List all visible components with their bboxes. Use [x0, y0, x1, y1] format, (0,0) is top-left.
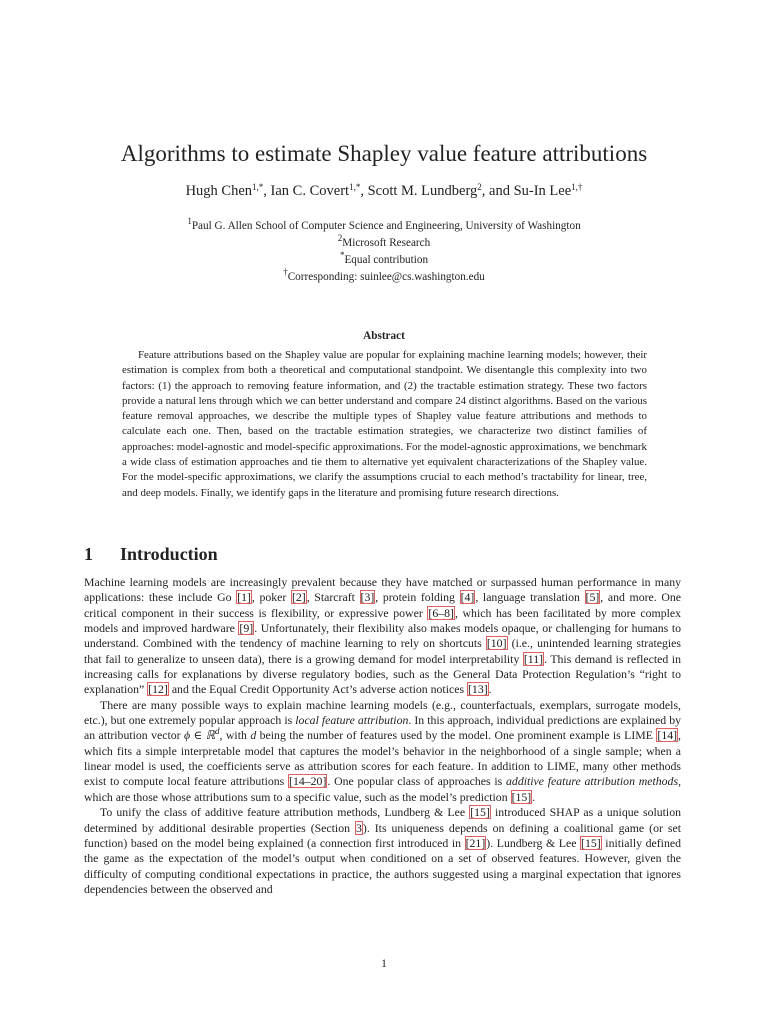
emphasis-text: ϕ ∈ ℝ [184, 728, 216, 743]
text-run: To unify the class of additive feature attribution methods, Lundberg & Lee [100, 805, 470, 820]
text-run: and the Equal Credit Opportunity Act’s adverse action notices [168, 682, 467, 697]
emphasis-text: d [250, 728, 257, 743]
text-run: , which fits a simple interpretable model that captures the model’s behavior in the neighborhood of a single sample; when a linear model is used, the coefficients serve as attribution scores for each feature. In addition to LIME, many other methods exist to compute local feature attributions [84, 728, 681, 789]
citation-link[interactable]: [6–8] [428, 605, 454, 620]
emphasis-text: local feature attribution [295, 713, 409, 728]
text-run: being the number of features used by the model. One prominent example is LIME [256, 728, 657, 743]
text-run: . In this approach, individual predictions are explained by an attribution vector [84, 713, 682, 743]
author-name: Hugh Chen [185, 183, 253, 199]
superscript: d [215, 726, 220, 737]
author-affil-mark: 1,† [571, 182, 583, 192]
text-run: There are many possible ways to explain machine learning models (e.g., counterfactuals, exemplars, surrogate models, etc.), but one extremely popular approach is [84, 697, 681, 728]
text-run: , which has been facilitated by more complex models and improved hardware [84, 605, 681, 636]
citation-link[interactable]: [13] [468, 682, 488, 697]
author-affil-mark: 2 [477, 182, 482, 192]
paper-title: Algorithms to estimate Shapley value feature attributions [120, 141, 648, 166]
text-run: ). Its uniqueness depends on defining a coalitional game (or set function) based on the model being explained (a connection first introduced in [84, 820, 681, 850]
text-run: . [488, 682, 492, 697]
affiliation-mark: † [283, 267, 288, 277]
text-run: , and more. One critical component in their success is flexibility, or expressive power [84, 590, 681, 620]
citation-link[interactable]: 3 [355, 820, 362, 835]
citation-link[interactable]: [15] [511, 789, 532, 804]
section-number: 1 [84, 544, 93, 564]
citation-link[interactable]: [15] [470, 805, 490, 820]
affiliation-line [0, 235, 768, 252]
citation-link[interactable]: [21] [465, 835, 486, 850]
text-run: (i.e., unintended learning strategies that fail to generalize to unseen data), there is a growing demand for model interpretability [84, 636, 681, 666]
citation-link[interactable]: [5] [585, 590, 600, 605]
text-run: . Unfortunately, their flexibility also makes models opaque, or challenging for humans to understand. Combined with the tendency of machine learning to rely on shortcuts [84, 621, 681, 651]
section-title: Introduction [120, 544, 218, 564]
section-heading [84, 543, 218, 565]
author-separator: , and [481, 183, 514, 199]
author-name: Ian C. Covert [270, 183, 350, 199]
affiliation-mark: 2 [337, 233, 343, 243]
citation-link[interactable]: [14–20] [289, 774, 327, 789]
citation-link[interactable]: [11] [523, 651, 544, 666]
text-run: introduced SHAP as a unique solution determined by additional desirable properties (Section [84, 805, 682, 835]
text-run: initially defined the game as the expectation of the model’s output when conditioned on a set of observed features. However, given the difficulty of computing conditional expectations in practice, the authors suggested using a marginal expectation that ignores dependencies between the observed and [84, 835, 681, 896]
emphasis-text: additive feature attribution methods [506, 774, 679, 789]
affiliation-line [0, 269, 768, 286]
affiliation-text: Microsoft Research [342, 237, 431, 249]
citation-link[interactable]: [15] [581, 835, 601, 850]
text-run: , with [219, 728, 251, 743]
citation-link[interactable]: [9] [239, 621, 254, 636]
body-text [84, 575, 681, 897]
author-affil-mark: 1,* [252, 182, 264, 192]
body-paragraph [84, 575, 681, 698]
text-run: , poker [251, 590, 291, 605]
affiliation-text: Corresponding: suinlee@cs.washington.edu [287, 271, 485, 283]
citation-link[interactable]: [10] [486, 636, 507, 651]
affiliation-text: Paul G. Allen School of Computer Science and Engineering, University of Washington [191, 220, 581, 232]
body-paragraph [84, 698, 681, 805]
affiliation-text: Equal contribution [344, 254, 429, 266]
affiliation-mark: 1 [187, 216, 192, 226]
author-separator: , [263, 183, 271, 199]
text-run: . [532, 789, 536, 804]
text-run: , language translation [475, 590, 585, 605]
author-affil-mark: 1,* [349, 182, 361, 192]
affiliation-mark: * [339, 250, 345, 260]
citation-link[interactable]: [1] [237, 590, 251, 605]
text-run: . One popular class of approaches is [327, 774, 507, 789]
text-run: . This demand is reflected in increasing calls for explanations by diverse regulatory bodies, such as the General Data Protection Regulation’s “right to explanation” [84, 651, 681, 697]
citation-link[interactable]: [14] [657, 728, 678, 743]
text-run: ). Lundberg & Lee [486, 835, 581, 850]
author-name: Su-In Lee [513, 183, 572, 199]
author-separator: , [360, 183, 368, 199]
page-number: 1 [381, 958, 387, 970]
text-run: , Starcraft [306, 590, 360, 605]
text-run: Machine learning models are increasingly prevalent because they have matched or surpassed human performance in many applications: these include Go [84, 575, 681, 605]
text-run: , protein folding [375, 590, 460, 605]
citation-link[interactable]: [3] [360, 590, 375, 605]
author-list [0, 182, 768, 200]
citation-link[interactable]: [12] [148, 682, 168, 697]
abstract-text: Feature attributions based on the Shapley value are popular for explaining machine learning models; however, their estimation is complex from both a theoretical and computational standpoint. We disentangle this complexity into two factors: (1) the approach to removing feature information, and (2) the tractable estimation strategy. These two factors provide a natural lens through which we can better understand and compare 24 distinct algorithms. Based on the various feature removal approaches, we describe the multiple types of Shapley value feature attributions and methods to calculate each one. Then, based on the tractable estimation strategies, we characterize two distinct families of approaches: model-agnostic and model-specific approximations. For the model-agnostic approximations, we benchmark a wide class of estimation approaches and tie them to alternative yet equivalent characterizations of the Shapley value. For the model-specific approximations, we clarify the assumptions crucial to each method’s tractability for linear, tree, and deep models. Finally, we identify gaps in the literature and promising future research directions. [122, 349, 647, 499]
text-run: , which are those whose attributions sum to a specific value, such as the model’s prediction [84, 774, 682, 804]
affiliations [0, 218, 768, 286]
citation-link[interactable]: [2] [291, 590, 306, 605]
body-paragraph [84, 805, 681, 897]
author-name: Scott M. Lundberg [367, 183, 478, 199]
affiliation-line [0, 218, 768, 235]
citation-link[interactable]: [4] [460, 590, 475, 605]
affiliation-line [0, 252, 768, 269]
abstract-heading: Abstract [363, 330, 405, 342]
